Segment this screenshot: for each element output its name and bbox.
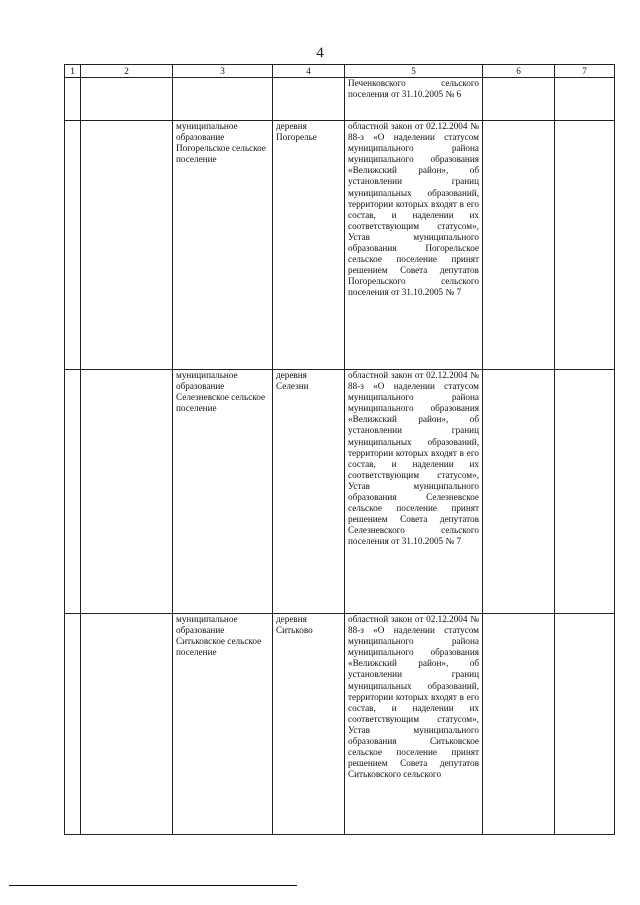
center-cell: деревня Погорелье [273, 121, 345, 370]
table-row [65, 614, 615, 835]
column-header: 3 [173, 65, 273, 78]
table-cell [65, 78, 81, 121]
legal-basis-cell: областной закон от 02.12.2004 № 88-з «О наделении статусом муниципального района муниципального образования «Велижский район», об установлении границ муниципальных образований, территории которых входят в его состав, и наделении их соответствующим статусом», Устав муниципального образования Ситьковское сельское поселение принят решением Совета депутатов Ситьковского сельского [345, 614, 483, 835]
legal-basis-cell: областной закон от 02.12.2004 № 88-з «О наделении статусом муниципального района муниципального образования «Велижский район», об установлении границ муниципальных образований, территории которых входят в его состав, и наделении их соответствующим статусом», Устав муниципального образования Погорельское сельское поселение принят решением Совета депутатов Погорельского сельского поселения от 31.10.2005 № 7 [345, 121, 483, 370]
table-cell [81, 78, 173, 121]
table-header-row [65, 65, 615, 78]
municipality-cell: муниципальное образование Селезневское сельское поселение [173, 370, 273, 614]
legal-basis-cell: областной закон от 02.12.2004 № 88-з «О наделении статусом муниципального района муниципального образования «Велижский район», об установлении границ муниципальных образований, территории которых входят в его состав, и наделении их соответствующим статусом», Устав муниципального образования Селезневское сельское поселение принят решением Совета депутатов Селезневского сельского поселения от 31.10.2005 № 7 [345, 370, 483, 614]
column-header: 5 [345, 65, 483, 78]
table-cell [555, 370, 615, 614]
center-cell: деревня Селезни [273, 370, 345, 614]
table-cell [65, 614, 81, 835]
table-cell [483, 370, 555, 614]
table-cell [483, 78, 555, 121]
table-cell [555, 121, 615, 370]
column-header: 6 [483, 65, 555, 78]
page-number: 4 [316, 45, 324, 61]
column-header: 1 [65, 65, 81, 78]
column-header: 4 [273, 65, 345, 78]
table-cell [81, 614, 173, 835]
table-cell [483, 614, 555, 835]
table-cell [65, 121, 81, 370]
table-row [65, 121, 615, 370]
document-table [64, 64, 615, 835]
footnote-divider [9, 885, 297, 886]
table-cell [555, 78, 615, 121]
table-cell [555, 614, 615, 835]
table-row [65, 370, 615, 614]
center-cell [273, 78, 345, 121]
municipality-cell: муниципальное образование Погорельское сельское поселение [173, 121, 273, 370]
column-header: 2 [81, 65, 173, 78]
municipality-cell: муниципальное образование Ситьковское сельское поселение [173, 614, 273, 835]
table-cell [81, 370, 173, 614]
table-row [65, 78, 615, 121]
table-cell [483, 121, 555, 370]
column-header: 7 [555, 65, 615, 78]
legal-basis-cell: Печенковского сельского поселения от 31.10.2005 № 6 [345, 78, 483, 121]
center-cell: деревня Ситьково [273, 614, 345, 835]
table-cell [81, 121, 173, 370]
table-cell [65, 370, 81, 614]
municipality-cell [173, 78, 273, 121]
